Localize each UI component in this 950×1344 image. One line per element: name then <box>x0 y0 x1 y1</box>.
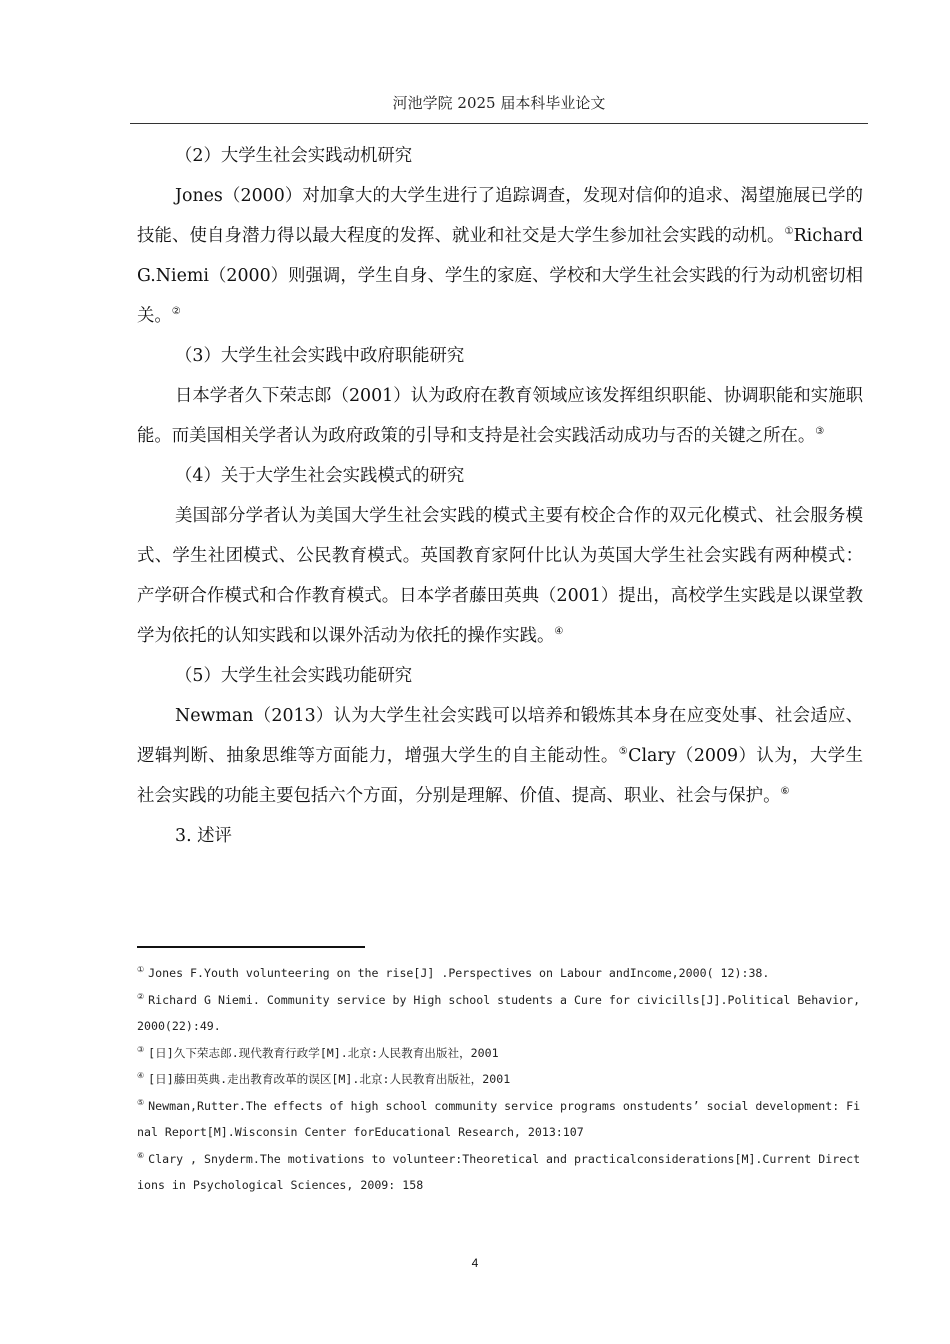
footnote-mark: ② <box>137 991 145 1001</box>
footnote-ref[interactable]: ⑥ <box>780 786 790 797</box>
footnote-text: Newman,Rutter.The effects of high school community service programs onstudents’ social development: Final Report[M].Wisconsin Center forEducational Research, 2013:107 <box>137 1098 861 1139</box>
section-heading-review: 3. 述评 <box>175 826 232 846</box>
subheading-government: （3）大学生社会实践中政府职能研究 <box>175 346 465 366</box>
paragraph-text: Newman（2013）认为大学生社会实践可以培养和锻炼其本身在应变处事、社会适应、逻辑判断、抽象思维等方面能力，增强大学生的自主能动性。 <box>137 706 863 766</box>
footnote-ref[interactable]: ① <box>784 226 794 237</box>
footnote-mark: ③ <box>137 1044 145 1054</box>
subheading-models: （4）关于大学生社会实践模式的研究 <box>175 466 465 486</box>
footnote-separator <box>137 946 365 948</box>
footnote-mark: ① <box>137 965 145 974</box>
footnote-item <box>137 987 863 1040</box>
footnote-mark: ⑥ <box>137 1150 145 1160</box>
paragraph-text: Jones（2000）对加拿大的大学生进行了追踪调查，发现对信仰的追求、渴望施展已学的技能、使自身潜力得以最大程度的发挥、就业和社交是大学生参加社会实践的动机。 <box>137 186 863 246</box>
paragraph-text: 美国部分学者认为美国大学生社会实践的模式主要有校企合作的双元化模式、社会服务模式、学生社团模式、公民教育模式。英国教育家阿什比认为英国大学生社会实践有两种模式：产学研合作模式和合作教育模式。日本学者藤田英典（2001）提出，高校学生实践是以课堂教学为依托的认知实践和以课外活动为依托的操作实践。 <box>137 506 863 646</box>
footnote-text: [日]藤田英典.走出教育改革的误区[M].北京:人民教育出版社，2001 <box>148 1072 511 1086</box>
running-header: 河池学院 2025 届本科毕业论文 <box>392 94 606 112</box>
subheading-motivation: （2）大学生社会实践动机研究 <box>175 146 413 166</box>
body-text <box>137 136 863 856</box>
header-rule <box>130 123 868 124</box>
footnote-text: [日]久下荣志郎.现代教育行政学[M].北京:人民教育出版社，2001 <box>148 1045 499 1060</box>
footnote-item <box>137 1066 863 1093</box>
footnote-item <box>137 1040 863 1067</box>
paragraph-text: Richard G.Niemi（2000）则强调，学生自身、学生的家庭、学校和大学生社会实践的行为动机密切相关。 <box>137 226 863 326</box>
paragraph-motivation <box>137 176 863 336</box>
footnote-ref[interactable]: ⑤ <box>618 746 629 757</box>
footnote-item <box>137 1146 863 1199</box>
footnote-item <box>137 960 863 987</box>
footnote-text: Clary , Snyderm.The motivations to volunteer:Theoretical and practicalconsiderations[M].Current Directions in Psychological Sciences, 2009: 158 <box>137 1151 861 1192</box>
page-number: 4 <box>471 1256 479 1270</box>
paragraph-text: 日本学者久下荣志郎（2001）认为政府在教育领域应该发挥组织职能、协调职能和实施职能。而美国相关学者认为政府政策的引导和支持是社会实践活动成功与否的关键之所在。 <box>137 386 863 446</box>
footnote-ref[interactable]: ③ <box>815 426 825 437</box>
footnote-text: Jones F.Youth volunteering on the rise[J] .Perspectives on Labour andIncome,2000( 12):38. <box>148 966 770 980</box>
footnote-mark: ⑤ <box>137 1097 145 1107</box>
footnotes <box>137 960 863 1199</box>
footnote-ref[interactable]: ④ <box>554 626 564 637</box>
subheading-functions: （5）大学生社会实践功能研究 <box>175 666 413 686</box>
footnote-ref[interactable]: ② <box>171 306 181 317</box>
footnote-item <box>137 1093 863 1146</box>
paragraph-text: Clary（2009）认为，大学生社会实践的功能主要包括六个方面，分别是理解、价值、提高、职业、社会与保护。 <box>137 746 863 806</box>
paragraph-functions <box>137 696 863 816</box>
footnote-mark: ④ <box>137 1071 145 1080</box>
footnote-text: Richard G Niemi. Community service by High school students a Cure for civicills[J].Political Behavior,2000(22):49. <box>137 992 861 1033</box>
paragraph-models <box>137 496 863 656</box>
paragraph-government <box>137 376 863 456</box>
